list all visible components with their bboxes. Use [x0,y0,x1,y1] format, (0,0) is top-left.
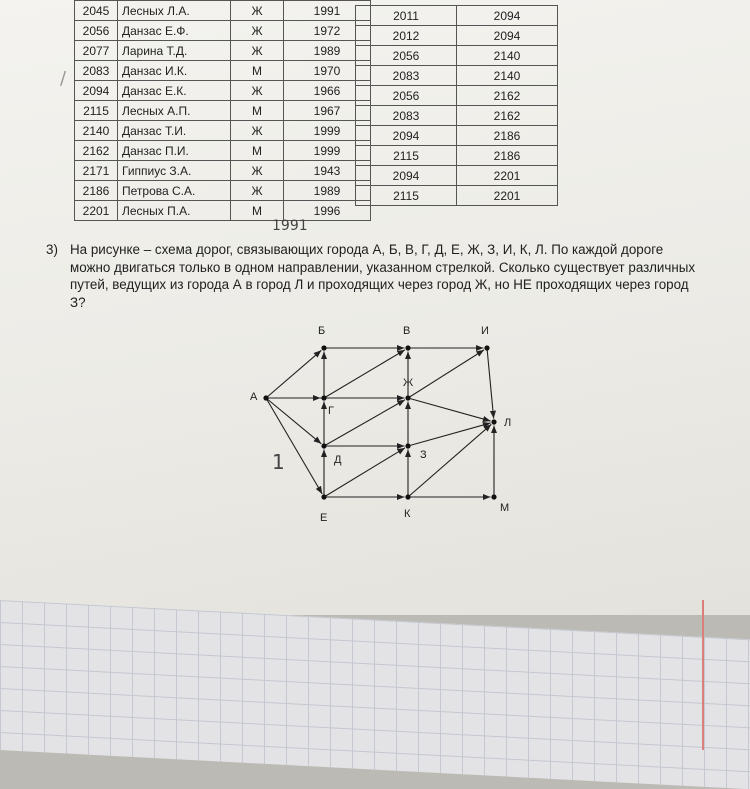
road-edge-A-B [266,350,321,398]
road-edge-Z-L [408,423,491,446]
cell-id: 2171 [75,161,118,181]
margin-line [702,600,704,750]
cell-child-id: 2162 [457,106,558,126]
cell-parent-id: 2115 [356,186,457,206]
city-label-G: Г [328,405,334,417]
city-label-M: М [500,502,510,514]
cell-id: 2056 [75,21,118,41]
road-edge-A-D [266,398,321,444]
cell-parent-id: 2011 [356,6,457,26]
cell-child-id: 2140 [457,66,558,86]
cell-child-id: 2140 [457,46,558,66]
cell-year: 1970 [284,61,371,81]
cell-sex: М [231,201,284,221]
cell-id: 2077 [75,41,118,61]
city-label-L: Л [504,417,512,429]
cell-sex: М [231,61,284,81]
cell-year: 1972 [284,21,371,41]
pencil-mark: / [60,68,67,89]
cell-year: 1967 [284,101,371,121]
grid-notebook-background [0,600,750,789]
cell-id: 2162 [75,141,118,161]
cell-parent-id: 2115 [356,146,457,166]
cell-year: 1991 [284,1,371,21]
handwritten-year: 1991 [272,218,308,234]
city-label-Z: З [420,449,427,461]
cell-name: Лесных А.П. [118,101,231,121]
cell-child-id: 2094 [457,26,558,46]
cell-sex: Ж [231,1,284,21]
city-node-M [491,494,496,499]
cell-sex: М [231,101,284,121]
city-label-V: В [403,325,411,337]
cell-year: 1999 [284,141,371,161]
cell-name: Лесных П.А. [118,201,231,221]
cell-child-id: 2201 [457,166,558,186]
city-label-E: Е [320,512,328,524]
cell-year: 1996 [284,201,371,221]
problem-number: 3) [46,242,58,257]
city-node-L [491,419,496,424]
cell-id: 2186 [75,181,118,201]
cell-id: 2094 [75,81,118,101]
cell-sex: Ж [231,121,284,141]
cell-parent-id: 2094 [356,126,457,146]
cell-name: Данзас П.И. [118,141,231,161]
cell-child-id: 2162 [457,86,558,106]
cell-parent-id: 2083 [356,66,457,86]
city-node-D [321,443,326,448]
cell-year: 1999 [284,121,371,141]
city-node-I [484,345,489,350]
cell-name: Данзас Е.Ф. [118,21,231,41]
cell-name: Лесных Л.А. [118,1,231,21]
city-node-E [321,494,326,499]
road-edge-D-Zh [324,400,405,446]
city-label-K: К [404,508,411,520]
cell-name: Данзас Т.И. [118,121,231,141]
city-label-I: И [481,325,489,337]
city-label-Zh: Ж [403,377,414,389]
city-label-A: А [250,391,258,403]
cell-child-id: 2201 [457,186,558,206]
road-edge-G-V [324,350,405,398]
city-node-A [263,395,268,400]
city-label-B: Б [318,325,326,337]
cell-year: 1966 [284,81,371,101]
cell-child-id: 2094 [457,6,558,26]
cell-sex: М [231,141,284,161]
cell-parent-id: 2094 [356,166,457,186]
cell-sex: Ж [231,41,284,61]
cell-name: Ларина Т.Д. [118,41,231,61]
cell-id: 2115 [75,101,118,121]
handwritten-one: 1 [272,450,285,474]
cell-parent-id: 2056 [356,86,457,106]
cell-parent-id: 2012 [356,26,457,46]
city-node-G [321,395,326,400]
cell-parent-id: 2056 [356,46,457,66]
road-edge-I-L [487,348,494,419]
cell-id: 2140 [75,121,118,141]
cell-sex: Ж [231,161,284,181]
cell-name: Гиппиус З.А. [118,161,231,181]
cell-name: Данзас Е.К. [118,81,231,101]
city-node-K [405,494,410,499]
cell-year: 1989 [284,41,371,61]
road-edge-Zh-L [408,398,491,421]
cell-parent-id: 2083 [356,106,457,126]
road-edge-Zh-I [408,350,484,398]
cell-sex: Ж [231,21,284,41]
cell-name: Данзас И.К. [118,61,231,81]
cell-child-id: 2186 [457,126,558,146]
cell-year: 1989 [284,181,371,201]
city-node-Zh [405,395,410,400]
problem-text: На рисунке – схема дорог, связывающих города А, Б, В, Г, Д, Е, Ж, З, И, К, Л. По каждой дороге можно двигаться только в одном направлении, указанном стрелкой. Сколько существует различных путей, ведущих из города А в город Л и проходящих через город Ж, но НЕ проходящих через город З? [70,242,696,310]
cell-id: 2083 [75,61,118,81]
city-label-D: Д [334,454,342,466]
city-node-B [321,345,326,350]
road-edge-A-E [266,398,322,494]
cell-id: 2045 [75,1,118,21]
cell-sex: Ж [231,81,284,101]
cell-sex: Ж [231,181,284,201]
cell-id: 2201 [75,201,118,221]
cell-name: Петрова С.А. [118,181,231,201]
cell-year: 1943 [284,161,371,181]
city-node-Z [405,443,410,448]
city-node-V [405,345,410,350]
cell-child-id: 2186 [457,146,558,166]
